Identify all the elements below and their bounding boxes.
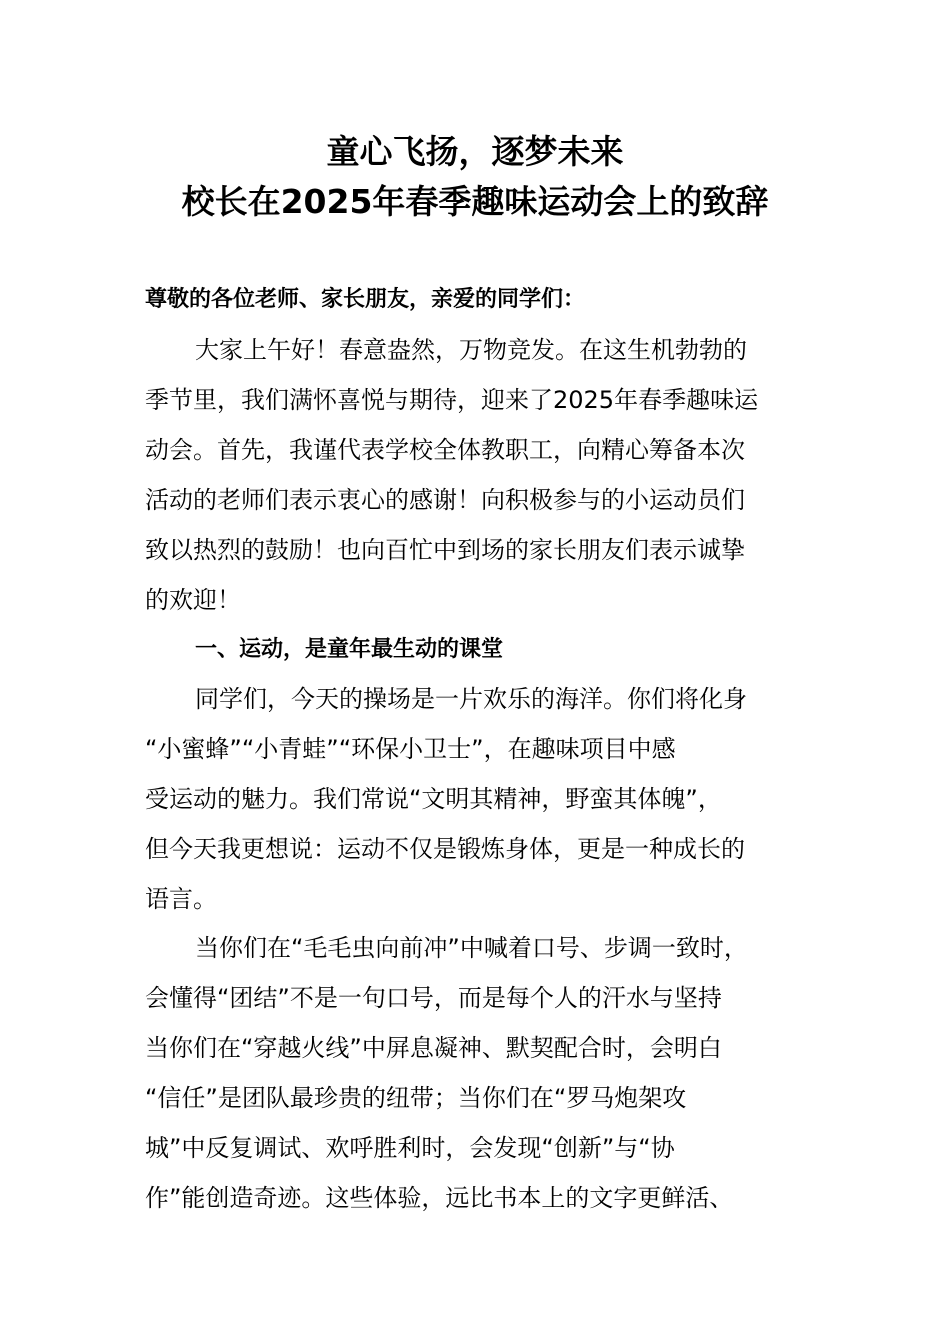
paragraph-1-line: 致以热烈的鼓励！也向百忙中到场的家长朋友们表示诚挚: [145, 536, 745, 564]
paragraph-2-line: 语言。: [145, 885, 217, 913]
salutation: 尊敬的各位老师、家长朋友，亲爱的同学们：: [145, 287, 586, 312]
paragraph-2-line: “小蜜蜂”“小青蛙”“环保小卫士”，在趣味项目中感: [145, 735, 676, 763]
paragraph-3-line: 会懂得“团结”不是一句口号，而是每个人的汗水与坚持: [145, 984, 722, 1012]
paragraph-3-line: “信任”是团队最珍贵的纽带；当你们在“罗马炮架攻: [145, 1084, 687, 1112]
paragraph-3-line: 当你们在“穿越火线”中屏息凝神、默契配合时，会明白: [145, 1034, 722, 1062]
paragraph-3-line: 作”能创造奇迹。这些体验，远比书本上的文字更鲜活、: [145, 1184, 734, 1212]
paragraph-2-line: 但今天我更想说：运动不仅是锻炼身体，更是一种成长的: [145, 835, 745, 863]
paragraph-1-line: 大家上午好！春意盎然，万物竞发。在这生机勃勃的: [195, 336, 747, 364]
paragraph-1-line: 活动的老师们表示衷心的感谢！向积极参与的小运动员们: [145, 486, 745, 514]
section-heading: 一、运动，是童年最生动的课堂: [195, 637, 504, 662]
paragraph-1-line: 季节里，我们满怀喜悦与期待，迎来了2025年春季趣味运: [145, 386, 759, 414]
paragraph-3-line: 城”中反复调试、欢呼胜利时，会发现“创新”与“协: [145, 1134, 675, 1162]
document-subtitle: 校长在2025年春季趣味运动会上的致辞: [181, 182, 769, 221]
document-title: 童心飞扬，逐梦未来: [326, 132, 624, 171]
paragraph-2-line: 受运动的魅力。我们常说“文明其精神，野蛮其体魄”，: [145, 785, 722, 813]
paragraph-1-line: 的欢迎！: [145, 586, 241, 614]
paragraph-3-line: 当你们在“毛毛虫向前冲”中喊着口号、步调一致时，: [195, 934, 748, 962]
paragraph-1-line: 动会。首先，我谨代表学校全体教职工，向精心筹备本次: [145, 436, 745, 464]
paragraph-2-line: 同学们，今天的操场是一片欢乐的海洋。你们将化身: [195, 685, 747, 713]
